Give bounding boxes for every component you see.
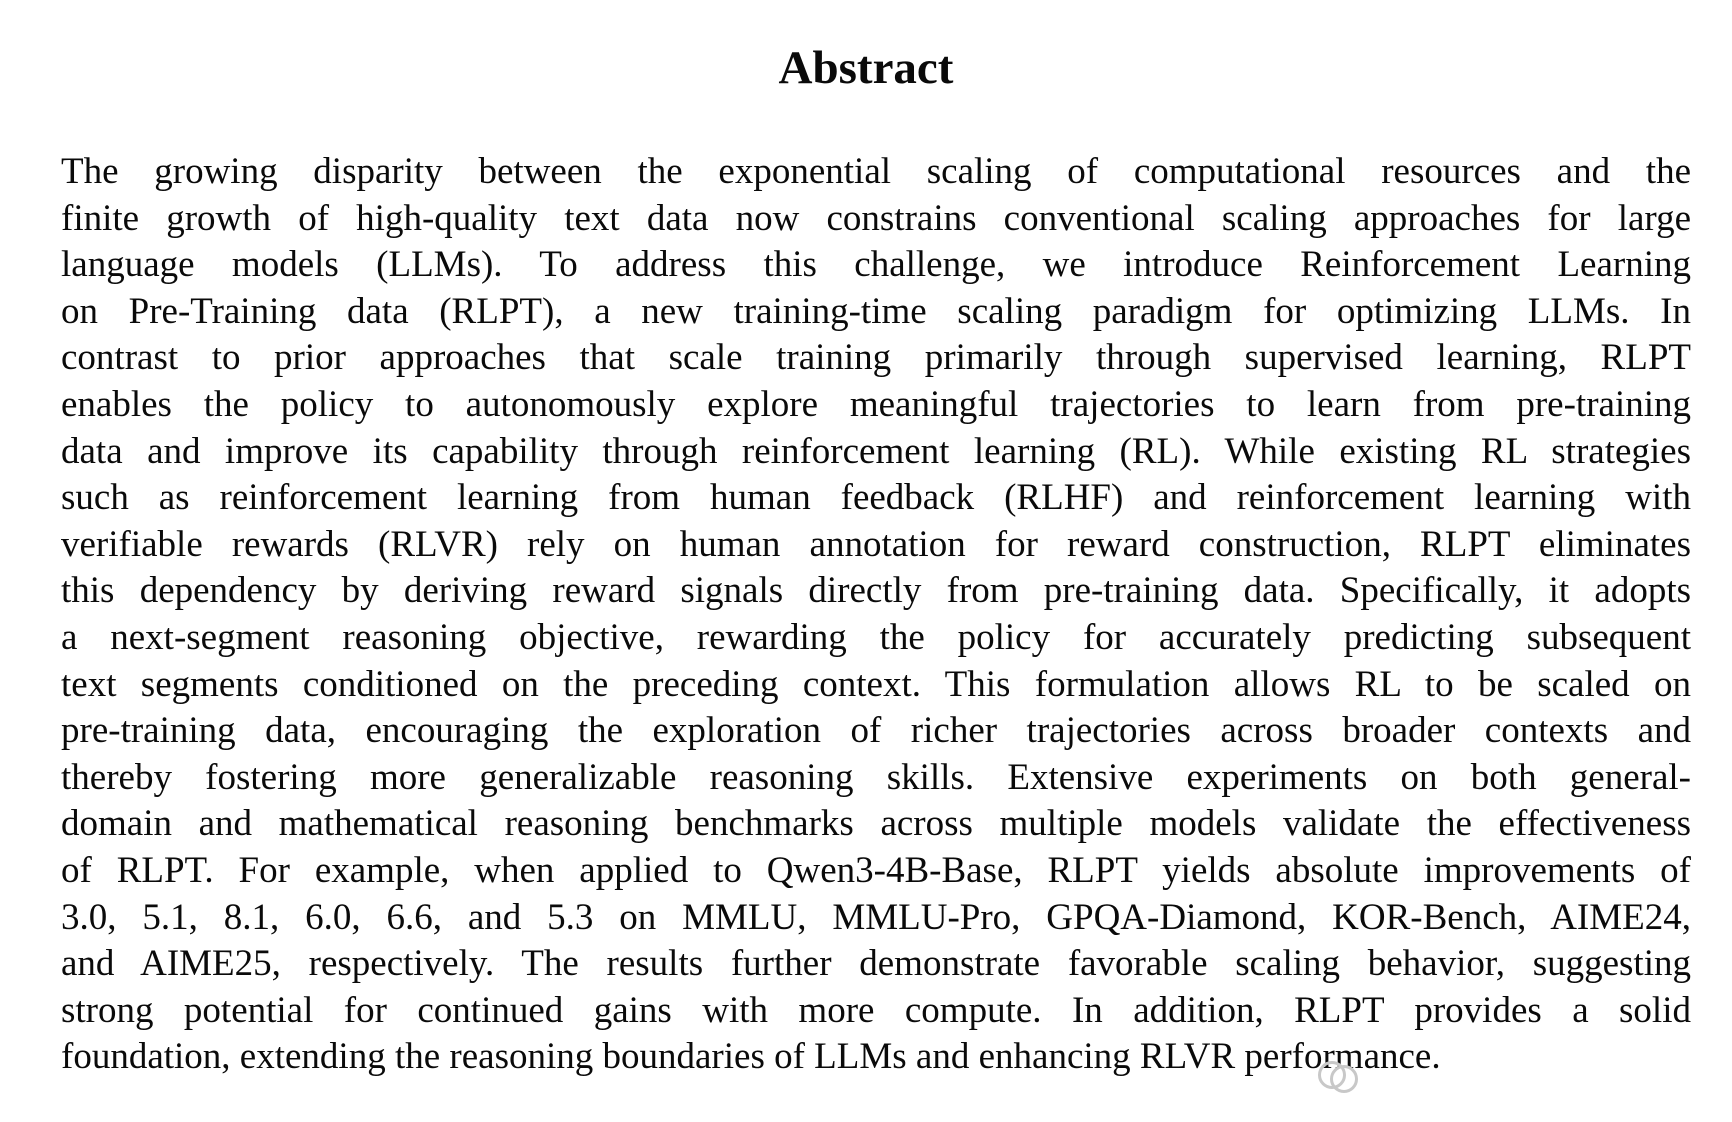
abstract-line: foundation, extending the reasoning boundaries of LLMs and enhancing RLVR performance. bbox=[61, 1036, 1441, 1078]
abstract-heading: Abstract bbox=[778, 42, 954, 94]
abstract-line: finite growth of high-quality text data now constrains conventional scaling approaches for large bbox=[61, 197, 1691, 239]
abstract-line: verifiable rewards (RLVR) rely on human annotation for reward construction, RLPT eliminates bbox=[61, 523, 1691, 565]
watermark bbox=[1318, 1052, 1688, 1096]
abstract-line: language models (LLMs). To address this challenge, we introduce Reinforcement Learning bbox=[61, 244, 1691, 286]
abstract-line: thereby fostering more generalizable reasoning skills. Extensive experiments on both general- bbox=[61, 756, 1691, 798]
weibo-logo-icon bbox=[1318, 1059, 1354, 1089]
abstract-line: this dependency by deriving reward signals directly from pre-training data. Specifically, it adopts bbox=[61, 570, 1691, 612]
abstract-line: domain and mathematical reasoning benchmarks across multiple models validate the effectiveness bbox=[61, 803, 1691, 845]
abstract-line: text segments conditioned on the preceding context. This formulation allows RL to be scaled on bbox=[61, 663, 1691, 705]
abstract-line: and AIME25, respectively. The results further demonstrate favorable scaling behavior, suggesting bbox=[61, 943, 1691, 985]
abstract-line: such as reinforcement learning from human feedback (RLHF) and reinforcement learning with bbox=[61, 477, 1691, 519]
abstract-line: The growing disparity between the exponential scaling of computational resources and the bbox=[61, 151, 1691, 192]
abstract-line: strong potential for continued gains with more compute. In addition, RLPT provides a solid bbox=[61, 989, 1691, 1031]
abstract-line: contrast to prior approaches that scale training primarily through supervised learning, RLPT bbox=[61, 337, 1691, 379]
abstract-line: on Pre-Training data (RLPT), a new training-time scaling paradigm for optimizing LLMs. In bbox=[61, 290, 1691, 332]
abstract-line: of RLPT. For example, when applied to Qwen3-4B-Base, RLPT yields absolute improvements of bbox=[61, 849, 1691, 891]
abstract-line: 3.0, 5.1, 8.1, 6.0, 6.6, and 5.3 on MMLU, MMLU-Pro, GPQA-Diamond, KOR-Bench, AIME24, bbox=[61, 896, 1691, 938]
abstract-body bbox=[61, 149, 1691, 1081]
abstract-line: data and improve its capability through reinforcement learning (RL). While existing RL strategies bbox=[61, 430, 1691, 472]
abstract-line: enables the policy to autonomously explore meaningful trajectories to learn from pre-training bbox=[61, 383, 1691, 425]
abstract-line: a next-segment reasoning objective, rewarding the policy for accurately predicting subsequent bbox=[61, 616, 1691, 658]
abstract-line: pre-training data, encouraging the exploration of richer trajectories across broader contexts and bbox=[61, 710, 1691, 752]
